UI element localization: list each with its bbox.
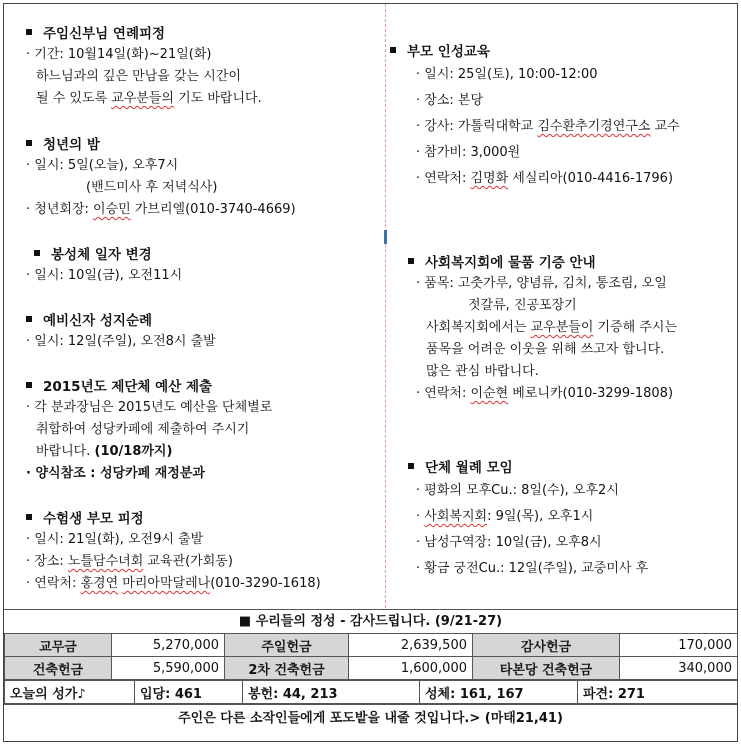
notice-line: · 참가비: 3,000원 bbox=[416, 145, 521, 160]
notice-youth-night bbox=[26, 135, 296, 221]
table-cell: 감사헌금 bbox=[473, 634, 620, 657]
offering-section bbox=[4, 609, 737, 731]
bullet-square-icon bbox=[408, 258, 414, 264]
table-row bbox=[5, 681, 738, 704]
notice-pastor-retreat bbox=[26, 24, 262, 110]
table-cell: 타본당 건축헌금 bbox=[473, 657, 620, 680]
table-cell: 2,639,500 bbox=[349, 634, 473, 657]
notice-line: 하느님과의 깊은 만남을 갖는 시간이 bbox=[36, 69, 241, 84]
column-divider bbox=[385, 4, 386, 608]
notice-line: · 청년회장: 이승민 가브리엘(010-3740-4669) bbox=[26, 202, 296, 217]
table-cell: 주일헌금 bbox=[225, 634, 349, 657]
hymn-offertory: 봉헌: 44, 213 bbox=[243, 681, 420, 704]
notice-line: · 일시: 10일(금), 오전11시 bbox=[26, 268, 183, 283]
notice-exam-parents-retreat bbox=[26, 509, 321, 595]
notice-line: 사회복지회에서는 교우분들이 기증해 주시는 bbox=[426, 320, 678, 335]
bullet-square-icon bbox=[390, 47, 396, 53]
table-cell: 170,000 bbox=[620, 634, 738, 657]
hymn-label: 오늘의 성가♪ bbox=[5, 681, 135, 704]
notice-line: · 장소: 본당 bbox=[416, 93, 484, 108]
table-cell: 5,270,000 bbox=[112, 634, 225, 657]
notice-line: · 일시: 25일(토), 10:00-12:00 bbox=[416, 67, 598, 82]
notice-line: · 강사: 가톨릭대학교 김수환추기경연구소 교수 bbox=[416, 119, 680, 134]
notice-communion-schedule bbox=[26, 245, 182, 287]
bullet-square-icon bbox=[26, 29, 32, 35]
notice-catechumen-pilgrimage bbox=[26, 311, 216, 353]
bullet-square-icon bbox=[408, 463, 414, 469]
table-cell: 5,590,000 bbox=[112, 657, 225, 680]
notice-line: 품목을 어려운 이웃을 위해 쓰고자 합니다. bbox=[426, 342, 665, 357]
notice-line: · 일시: 5일(오늘), 오후7시 bbox=[26, 158, 179, 173]
scripture-quote: 주인은 다른 소작인들에게 포도밭을 내줄 것입니다.> (마태21,41) bbox=[4, 704, 737, 731]
table-cell: 340,000 bbox=[620, 657, 738, 680]
offering-title: ■ 우리들의 정성 - 감사드립니다. (9/21-27) bbox=[4, 609, 737, 633]
notice-line: · 양식참조 : 성당카페 재정분과 bbox=[26, 466, 205, 481]
bulletin-page bbox=[3, 3, 738, 742]
table-cell: 1,600,000 bbox=[349, 657, 473, 680]
notice-line: · 사회복지회: 9일(목), 오후1시 bbox=[416, 509, 594, 524]
table-row bbox=[5, 634, 738, 657]
notice-line: 많은 관심 바랍니다. bbox=[426, 364, 539, 379]
notice-line: · 남성구역장: 10일(금), 오후8시 bbox=[416, 535, 602, 550]
bullet-square-icon bbox=[26, 316, 32, 322]
notice-line: · 일시: 21일(화), 오전9시 출발 bbox=[26, 532, 204, 547]
section-title: 봉성체 일자 변경 bbox=[26, 245, 182, 265]
notice-line: · 연락처: 김명화 세실리아(010-4416-1796) bbox=[416, 171, 674, 186]
notice-line: 바랍니다. (10/18까지) bbox=[36, 444, 173, 459]
notice-line: · 황금 궁전Cu.: 12일(주일), 교중미사 후 bbox=[416, 561, 649, 576]
notice-line: · 품목: 고춧가루, 양념류, 김치, 통조림, 오일 bbox=[416, 276, 667, 291]
notice-line: · 각 분과장님은 2015년도 예산을 단체별로 bbox=[26, 400, 273, 415]
bullet-square-icon bbox=[26, 514, 32, 520]
notice-line: (밴드미사 후 저녁식사) bbox=[86, 180, 218, 195]
offering-table bbox=[4, 633, 738, 680]
section-title: 수험생 부모 피정 bbox=[26, 509, 321, 529]
notice-budget-submission bbox=[26, 377, 272, 485]
section-title: 사회복지회에 물품 기증 안내 bbox=[390, 253, 677, 273]
table-cell: 건축헌금 bbox=[5, 657, 112, 680]
section-title: 주임신부님 연례피정 bbox=[26, 24, 262, 44]
notice-line: · 연락처: 홍경연 마리아막달레나(010-3290-1618) bbox=[26, 576, 321, 591]
announcements-area bbox=[4, 4, 737, 608]
notice-line: 젓갈류, 진공포장기 bbox=[468, 298, 577, 313]
bullet-square-icon bbox=[26, 140, 32, 146]
notice-donation-drive bbox=[390, 253, 677, 405]
section-title: 예비신자 성지순례 bbox=[26, 311, 216, 331]
notice-line: · 장소: 노틀담수녀회 교육관(가회동) bbox=[26, 554, 233, 569]
notice-line: · 기간: 10월14일(화)~21일(화) bbox=[26, 47, 212, 62]
bullet-square-icon bbox=[26, 382, 32, 388]
section-title: 부모 인성교육 bbox=[390, 42, 680, 62]
section-title: 2015년도 제단체 예산 제출 bbox=[26, 377, 272, 397]
table-row bbox=[5, 657, 738, 680]
notice-line: · 연락처: 이순현 베로니카(010-3299-1808) bbox=[416, 386, 674, 401]
section-title: 단체 월례 모임 bbox=[390, 458, 648, 478]
notice-line: · 일시: 12일(주일), 오전8시 출발 bbox=[26, 334, 216, 349]
hymn-communion: 성체: 161, 167 bbox=[420, 681, 578, 704]
notice-parent-education bbox=[390, 42, 680, 192]
section-title: 청년의 밤 bbox=[26, 135, 296, 155]
bullet-square-icon bbox=[34, 250, 40, 256]
hymn-entrance: 입당: 461 bbox=[135, 681, 243, 704]
notice-line: 될 수 있도록 교우분들의 기도 바랍니다. bbox=[36, 91, 262, 106]
notice-monthly-meetings bbox=[390, 458, 648, 582]
divider-marker bbox=[384, 230, 387, 244]
notice-line: · 평화의 모후Cu.: 8일(수), 오후2시 bbox=[416, 483, 619, 498]
notice-line: 취합하여 성당카페에 제출하여 주시기 bbox=[36, 422, 250, 437]
table-cell: 교무금 bbox=[5, 634, 112, 657]
hymn-dismissal: 파견: 271 bbox=[578, 681, 738, 704]
hymn-table bbox=[4, 680, 738, 704]
table-cell: 2차 건축헌금 bbox=[225, 657, 349, 680]
